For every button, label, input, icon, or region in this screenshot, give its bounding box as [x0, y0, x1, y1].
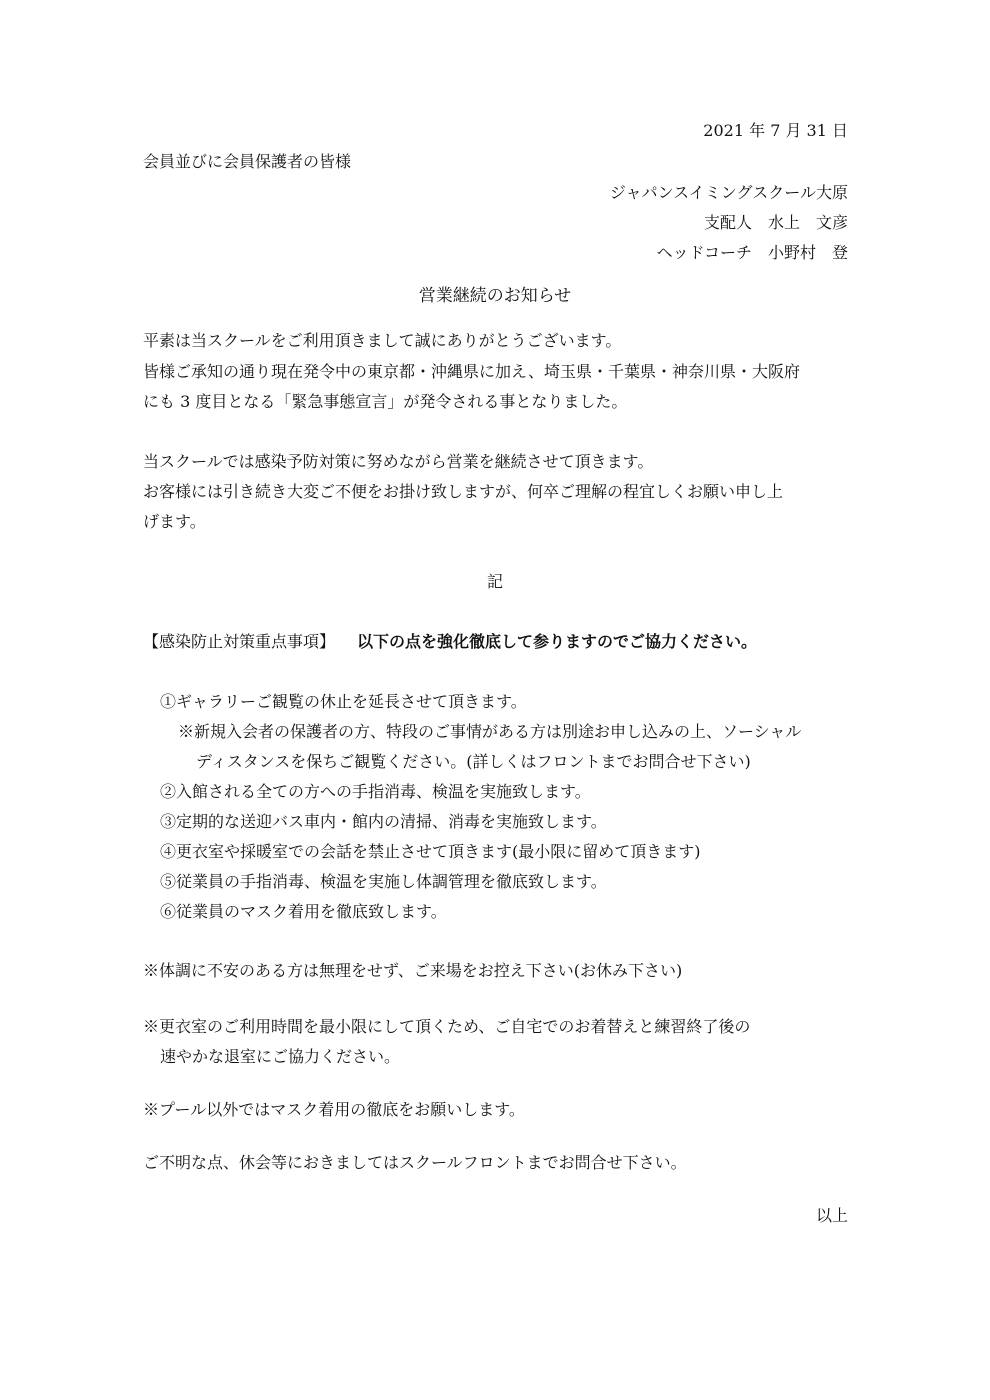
note-2-line-1: ※更衣室のご利用時間を最小限にして頂くため、ご自宅でのお着替えと練習終了後の [143, 1017, 751, 1036]
intro-paragraph-1-line-3: にも 3 度目となる「緊急事態宣言」が発令される事となりました。 [143, 392, 628, 411]
sender-head-coach: ヘッドコーチ 小野村 登 [656, 243, 848, 262]
closing-end: 以上 [815, 1206, 848, 1225]
sender-organization: ジャパンスイミングスクール大原 [609, 183, 848, 202]
measure-item-1-note-line-2: ディスタンスを保ちご観覧ください。(詳しくはフロントまでお問合せ下さい) [196, 752, 751, 771]
measure-item-6: ⑥従業員のマスク着用を徹底致します。 [160, 902, 447, 921]
measure-item-1: ①ギャラリーご観覧の休止を延長させて頂きます。 [160, 692, 527, 711]
contact-line: ご不明な点、休会等におきましてはスクールフロントまでお問合せ下さい。 [143, 1153, 687, 1172]
measures-heading-label: 【感染防止対策重点事項】 [143, 632, 336, 651]
note-1: ※体調に不安のある方は無理をせず、ご来場をお控え下さい(お休み下さい) [143, 961, 683, 980]
intro-paragraph-1-line-2: 皆様ご承知の通り現在発令中の東京都・沖縄県に加え、埼玉県・千葉県・神奈川県・大阪府 [143, 362, 800, 381]
measure-item-5: ⑤従業員の手指消毒、検温を実施し体調管理を徹底致します。 [160, 872, 607, 891]
intro-paragraph-1-line-1: 平素は当スクールをご利用頂きまして誠にありがとうございます。 [143, 331, 622, 350]
measures-heading [143, 631, 757, 653]
document-date: 2021 年 7 月 31 日 [703, 121, 848, 140]
intro-paragraph-2-line-3: げます。 [143, 512, 206, 531]
note-3: ※プール以外ではマスク着用の徹底をお願いします。 [143, 1100, 525, 1119]
measure-item-1-note-line-1: ※新規入会者の保護者の方、特段のご事情がある方は別途お申し込みの上、ソーシャル [178, 722, 802, 741]
measure-item-4: ④更衣室や採暖室での会話を禁止させて頂きます(最小限に留めて頂きます) [160, 842, 701, 861]
intro-paragraph-2-line-2: お客様には引き続き大変ご不便をお掛け致しますが、何卒ご理解の程宜しくお願い申し上 [143, 482, 784, 501]
document-title: 営業継続のお知らせ [418, 286, 572, 306]
ki-heading: 記 [486, 572, 503, 591]
note-2-line-2: 速やかな退室にご協力ください。 [160, 1047, 401, 1066]
recipient-line: 会員並びに会員保護者の皆様 [143, 152, 352, 171]
sender-manager: 支配人 水上 文彦 [703, 213, 848, 232]
measure-item-2: ②入館される全ての方への手指消毒、検温を実施致します。 [160, 782, 591, 801]
intro-paragraph-2-line-1: 当スクールでは感染予防対策に努めながら営業を継続させて頂きます。 [143, 452, 654, 471]
measures-heading-text: 以下の点を強化徹底して参りますのでご協力ください。 [357, 632, 758, 651]
measure-item-3: ③定期的な送迎バス車内・館内の清掃、消毒を実施致します。 [160, 812, 607, 831]
